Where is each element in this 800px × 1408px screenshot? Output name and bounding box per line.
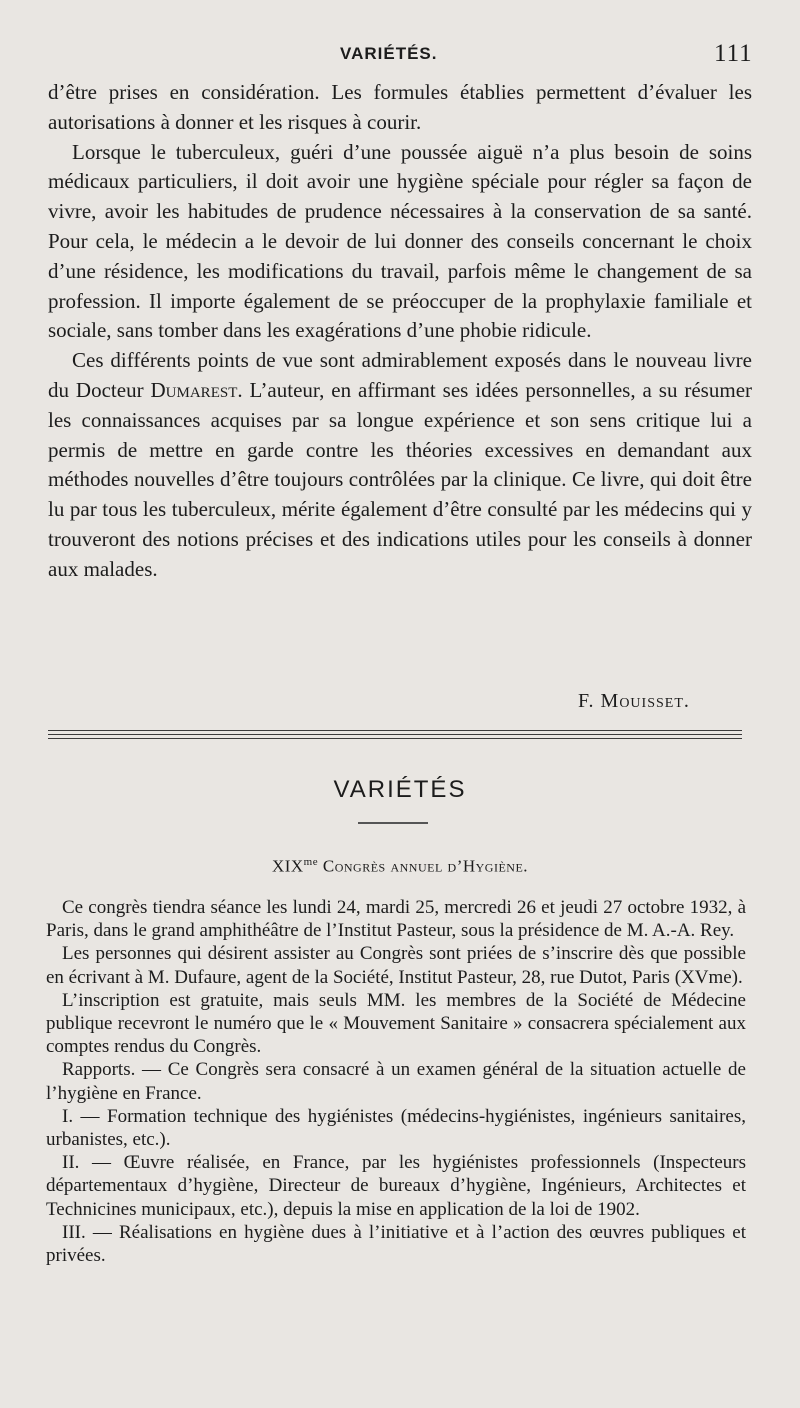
paragraph: III. — Réalisations en hygiène dues à l’initiative et à l’action des œuvres publiques et privées.: [46, 1221, 746, 1267]
signature-name: Mouisset.: [600, 690, 690, 712]
paragraph: Ce congrès tiendra séance les lundi 24, mardi 25, mercredi 26 et jeudi 27 octobre 1932, à Paris, dans le grand amphithéâtre de l’Institut Pasteur, sous la présidence de M. A.-A. Rey.: [46, 897, 746, 942]
section-subheading: [0, 856, 800, 877]
paragraph: L’inscription est gratuite, mais seuls MM. les membres de la Société de Médecine publique recevront le numéro que le « Mouvement Sanitaire » consacrera spécialement aux comptes rendus du Congrès.: [46, 989, 746, 1058]
paragraph: [48, 346, 752, 584]
paragraph-text: . L’auteur, en affirmant ses idées personnelles, a su résumer les connaissances acquises par sa longue expérience et son sens critique lui a permis de mettre en garde contre les théories excessives en demandant aux méthodes nouvelles d’être toujours contrôlées par la clinique. Ce livre, qui doit être lu par tous les tuberculeux, mérite également d’être consulté par les médecins qui y trouveront des notions précises et des indications utiles pour les conseils à donner aux malades.: [48, 377, 753, 581]
paragraph: II. — Œuvre réalisée, en France, par les hygiénistes professionnels (Inspecteurs départementaux d’hygiène, Directeur de bureaux d’hygiène, Ingénieurs, Architectes et Technicines municipaux, etc.), depuis la mise en application de la loi de 1902.: [46, 1152, 746, 1220]
running-header: [0, 40, 800, 70]
divider-rule: [48, 734, 742, 735]
section-body: [46, 896, 746, 1267]
article-end: [48, 78, 752, 585]
paragraph: Les personnes qui désirent assister au Congrès sont priées de s’inscrire dès que possible en écrivant à M. Dufaure, agent de la Société, Institut Pasteur, 28, rue Dutot, Paris (XVme).: [46, 943, 746, 988]
title-underline: [358, 822, 428, 824]
subheading-numeral: XIX: [271, 856, 304, 876]
signature: [578, 690, 690, 713]
paragraph-text: Ces différents points de vue sont admirablement exposés dans le nouveau livre du Docteur: [48, 348, 752, 402]
section-title: VARIÉTÉS: [333, 776, 467, 803]
divider-rule: [48, 738, 742, 739]
divider-rule: [48, 730, 742, 731]
paragraph: Lorsque le tuberculeux, guéri d’une poussée aiguë n’a plus besoin de soins médicaux particuliers, il doit avoir une hygiène spéciale pour régler sa façon de vivre, avoir les habitudes de prudence nécessaires à la conservation de sa santé. Pour cela, le médecin a le devoir de lui donner des conseils concernant le choix d’une résidence, les modifications du travail, parfois même le changement de sa profession. Il importe également de se préoccuper de la prophylaxie familiale et sociale, sans tomber dans les exagérations d’une phobie ridicule.: [48, 139, 752, 343]
subheading-text: Congrès annuel d’Hygiène.: [322, 856, 529, 876]
page-number: 111: [714, 40, 753, 67]
signature-initial: F.: [578, 690, 595, 712]
paragraph: d’être prises en considération. Les formules établies permettent d’évaluer les autorisations à donner et les risques à courir.: [48, 80, 752, 134]
paragraph: I. — Formation technique des hygiénistes (médecins-hygiénistes, ingénieurs sanitaires, urbanistes, etc.).: [46, 1105, 746, 1151]
running-title: VARIÉTÉS.: [340, 44, 438, 63]
paragraph: Rapports. — Ce Congrès sera consacré à un examen général de la situation actuelle de l’hygiène en France.: [46, 1059, 746, 1104]
subheading-superscript: me: [303, 856, 319, 868]
author-name: Dumarest: [150, 377, 238, 402]
